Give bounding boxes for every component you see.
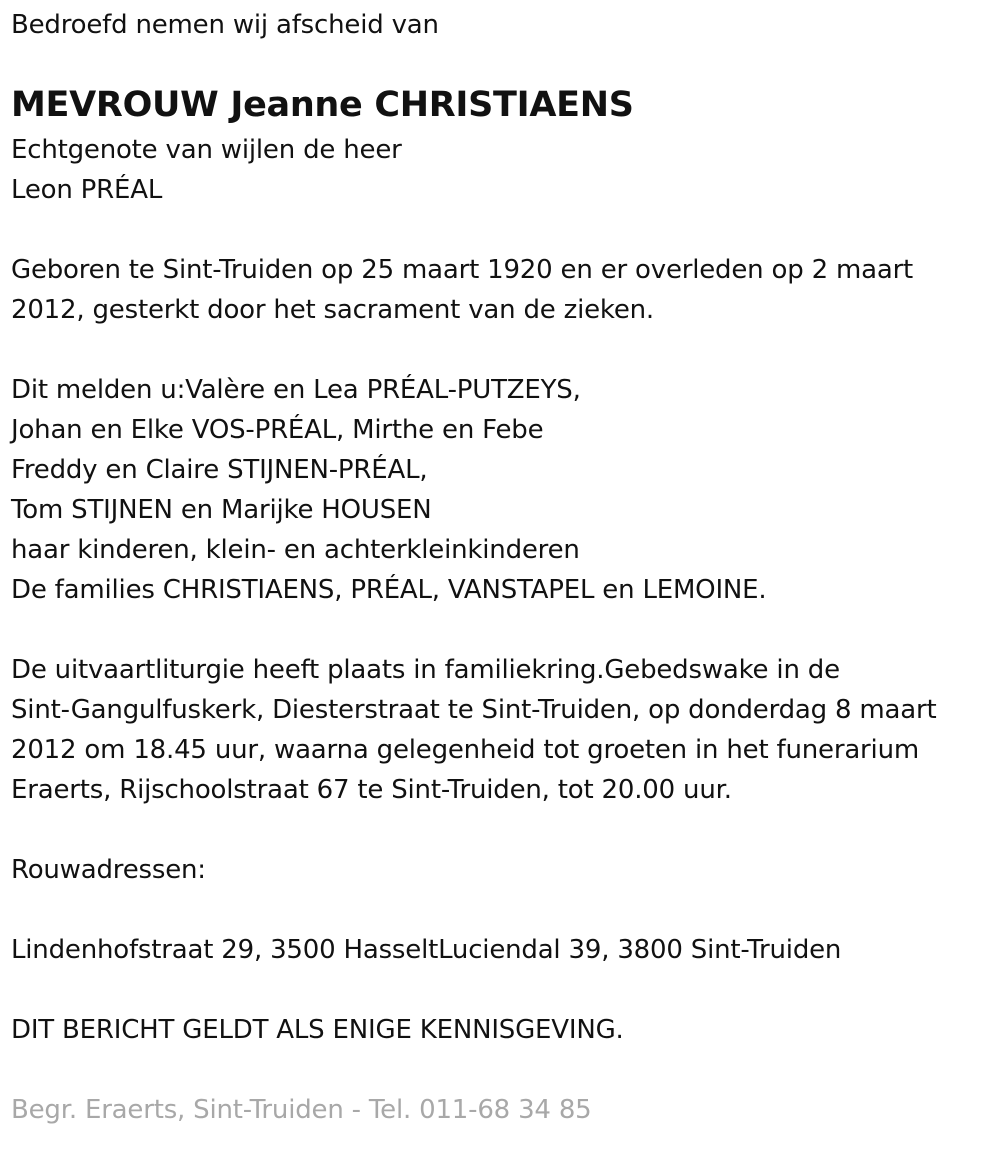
birth-death-line: 2012, gesterkt door het sacrament van de zieken. — [11, 295, 654, 325]
spacer — [11, 810, 991, 850]
death-notice — [11, 0, 991, 1130]
spacer — [11, 970, 991, 1010]
family-line: Freddy en Claire STIJNEN-PRÉAL, — [11, 455, 428, 485]
birth-death-section — [11, 250, 991, 330]
ceremony-section — [11, 650, 991, 810]
family-section — [11, 370, 991, 610]
birth-death-line: Geboren te Sint-Truiden op 25 maart 1920 en er overleden op 2 maart — [11, 255, 914, 285]
spouse-line: Echtgenote van wijlen de heer — [11, 135, 402, 165]
family-line: Tom STIJNEN en Marijke HOUSEN — [11, 495, 432, 525]
addresses-heading: Rouwadressen: — [11, 855, 206, 885]
intro-text: Bedroefd nemen wij afscheid van — [11, 10, 439, 40]
ceremony-line: Eraerts, Rijschoolstraat 67 te Sint-Truiden, tot 20.00 uur. — [11, 775, 732, 805]
spacer — [11, 1050, 991, 1090]
ceremony-line: De uitvaartliturgie heeft plaats in familiekring.Gebedswake in de — [11, 655, 840, 685]
deceased-name: MEVROUW Jeanne CHRISTIAENS — [11, 85, 634, 125]
family-line: haar kinderen, klein- en achterkleinkinderen — [11, 535, 580, 565]
family-line: Johan en Elke VOS-PRÉAL, Mirthe en Febe — [11, 415, 544, 445]
spouse-section — [11, 130, 991, 210]
spacer — [11, 890, 991, 930]
closing-statement: DIT BERICHT GELDT ALS ENIGE KENNISGEVING. — [11, 1015, 624, 1045]
mourning-addresses: Lindenhofstraat 29, 3500 HasseltLuciendal 39, 3800 Sint-Truiden — [11, 935, 842, 965]
funeral-home-footer: Begr. Eraerts, Sint-Truiden - Tel. 011-68 34 85 — [11, 1095, 592, 1125]
spouse-name: Leon PRÉAL — [11, 175, 163, 205]
ceremony-line: Sint-Gangulfuskerk, Diesterstraat te Sint-Truiden, op donderdag 8 maart — [11, 695, 937, 725]
spacer — [11, 210, 991, 250]
ceremony-line: 2012 om 18.45 uur, waarna gelegenheid tot groeten in het funerarium — [11, 735, 919, 765]
family-line: Dit melden u:Valère en Lea PRÉAL-PUTZEYS, — [11, 375, 581, 405]
spacer — [11, 610, 991, 650]
family-line: De families CHRISTIAENS, PRÉAL, VANSTAPEL en LEMOINE. — [11, 575, 767, 605]
spacer — [11, 330, 991, 370]
